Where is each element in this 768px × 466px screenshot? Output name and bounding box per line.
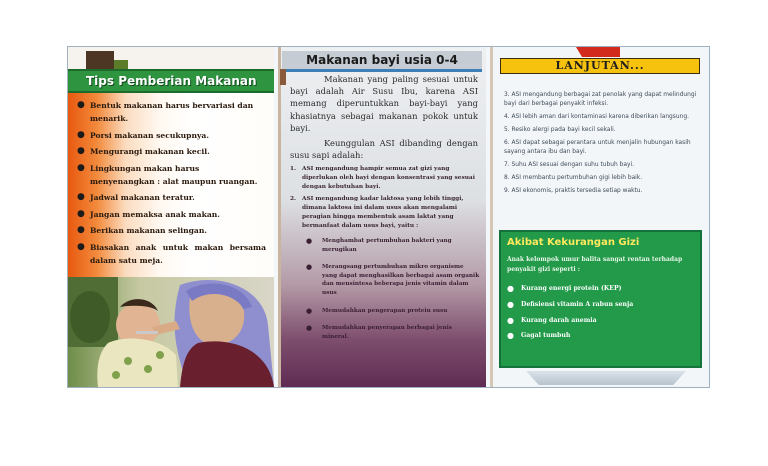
decorative-blocks: [86, 51, 136, 69]
panel2-title: Makanan bayi usia 0-4: [282, 51, 482, 72]
tip-item: ● Mengurangi makanan kecil.: [90, 145, 266, 158]
panel3-title: LANJUTAN...: [500, 58, 700, 74]
tip-item: ● Bentuk makanan harus bervariasi dan menarik.: [77, 100, 254, 124]
panel-tips: [68, 47, 274, 387]
tip-item: ● Porsi makanan secukupnya.: [90, 129, 266, 142]
bullet-icon: ●: [77, 146, 85, 157]
advantage-item: 9. ASI ekonomis, praktis tersedia setiap waktu.: [504, 188, 643, 195]
benefit-item: ● Menghambat pertumbuhan bakteri yang merugikan: [306, 236, 452, 253]
tips-header: Tips Pemberian Makanan: [68, 69, 274, 93]
benefit-item: ● Memudahkan penyerapan berbagai jenis mineral.: [306, 323, 452, 340]
advantage-item: 3. ASI mengandung berbagai zat penolak yang dapat melindungi bayi dari berbagai penyakit infeksi.: [504, 92, 697, 107]
bullet-icon: ●: [306, 323, 313, 333]
advantage-item: 4. ASI lebih aman dari kontaminasi karena diberikan langsung.: [504, 113, 689, 120]
bullet-icon: ●: [77, 129, 85, 140]
tips-list-area: [68, 93, 274, 277]
bullet-icon: ●: [507, 283, 514, 293]
bullet-icon: ●: [507, 314, 514, 325]
tips-list: [68, 93, 274, 267]
advantages-list: [290, 165, 480, 350]
mother-feeding-baby-photo: [68, 277, 274, 387]
bullet-icon: ●: [77, 192, 85, 203]
panel-divider: [490, 47, 493, 387]
advantage-item: 7. Suhu ASI sesuai dengan suhu tubuh bayi.: [504, 161, 634, 168]
advantage-item: 8. ASI membantu pertumbuhan gigi lebih baik.: [504, 175, 643, 182]
bullet-icon: ●: [77, 241, 85, 252]
bullet-icon: ●: [77, 225, 85, 236]
bullet-icon: ●: [306, 236, 313, 245]
malnutrition-intro: Anak kelompok umur balita sangat rentan terhadap penyakit gizi seperti :: [507, 256, 683, 273]
malnutrition-list: [507, 284, 697, 347]
malnutrition-item: ● Kurang energi protein (KEP): [507, 283, 622, 293]
tip-item: ● Jangan memaksa anak makan.: [90, 208, 266, 221]
panel-lanjutan: [490, 47, 709, 387]
advantage-item: 5. Resiko alergi pada bayi kecil sekali.: [504, 126, 616, 133]
bullet-icon: ●: [306, 305, 313, 315]
malnutrition-box: [499, 230, 702, 368]
advantages-intro: Keunggulan ASI dibanding dengan susu sapi adalah:: [290, 138, 478, 161]
intro-paragraph: Makanan yang paling sesuai untuk bayi adalah Air Susu Ibu, karena ASI memang diperuntukkan bayi-bayi yang khasiatnya sebagai makanan pokok untuk bayi.: [290, 74, 478, 133]
decorative-red-tab: [582, 47, 620, 57]
continued-advantages-list: [504, 91, 700, 201]
bullet-icon: ●: [77, 208, 85, 219]
lactose-benefits-list: [302, 237, 480, 341]
bullet-icon: ●: [507, 298, 514, 309]
bullet-icon: ●: [77, 100, 85, 110]
tip-item: ● Jadwal makanan teratur.: [90, 191, 266, 204]
photo-illustration: [68, 277, 274, 387]
malnutrition-item: ● Gagal tumbuh: [507, 330, 571, 341]
benefit-item: ● Memudahkan pengerapan protein susu: [306, 305, 448, 315]
tip-item: ● Berikan makanan selingan.: [90, 224, 266, 237]
advantage-item: 1. ASI mengandung hampir semua zat gizi yang diperlukan oleh bayi dengan konsentrasi yang sesuai dengan kebutuhan bayi.: [290, 166, 475, 190]
tip-item: ● Lingkungan makan harus menyenangkan : alat maupun ruangan.: [77, 162, 258, 187]
advantage-item: 6. ASI dapat sebagai perantara untuk menjalin hubungan kasih sayang antara ibu dan bayi.: [504, 140, 691, 155]
decorative-tab: [280, 69, 286, 85]
panel-makanan-bayi: [278, 47, 486, 387]
panel-divider: [278, 47, 281, 387]
malnutrition-item: ● Defisiensi vitamin A rabun senja: [507, 298, 634, 309]
benefit-item: ● Merangsang pertumbuhan mikro organisme yang dapat menghasilkan berbagai asam organik dan mensintesa beberapa jenis vitamin dalam usus: [306, 262, 480, 296]
malnutrition-item: ● Kurang darah anemia: [507, 314, 597, 325]
tip-item: ● Biasakan anak untuk makan bersama dalam satu meja.: [77, 241, 266, 266]
brochure-sheet: [67, 46, 710, 388]
advantage-item: 2. ASI mengandung kadar laktosa yang lebih tinggi, dimana laktosa ini dalam usus akan mengalami peragian hingga membentuk asam laktat yang bermanfaat dalam usus bayi, yaitu : ● Menghambat pertumbuhan bakteri yang merugikan ● Merangsang pertumbuhan mikro organisme yang dapat menghasilkan berbagai asam organik dan mensintesa beberapa jenis vitamin dalam usus ● Memudahkan pengerapan protein susu ● Memudahkan penyerapan berbagai jenis mineral.: [290, 196, 480, 340]
bullet-icon: ●: [507, 330, 514, 341]
malnutrition-title: Akibat Kekurangan Gizi: [507, 237, 640, 248]
bullet-icon: ●: [306, 262, 313, 272]
bullet-icon: ●: [77, 162, 85, 173]
decorative-footer-tab: [526, 371, 686, 385]
